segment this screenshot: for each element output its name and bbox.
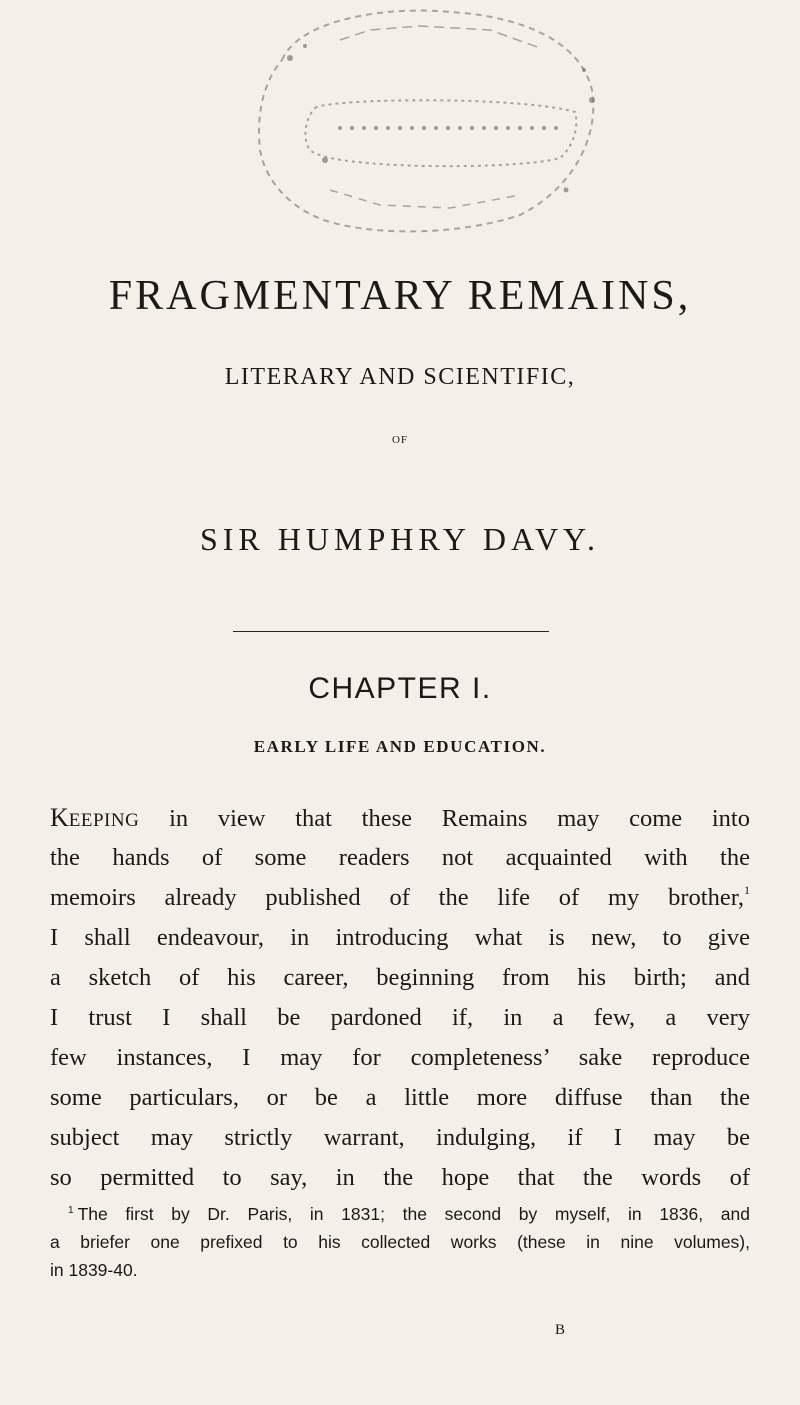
- paragraph-line: I trust I shall be pardoned if, in a few, a very: [50, 1004, 750, 1031]
- paragraph-line: so permitted to say, in the hope that the words of: [50, 1164, 750, 1191]
- book-subtitle: LITERARY AND SCIENTIFIC,: [224, 364, 576, 390]
- paragraph-line: [50, 878, 750, 918]
- chapter-subheading: EARLY LIFE AND EDUCATION.: [253, 737, 547, 756]
- library-stamp-icon: [220, 0, 620, 240]
- paragraph-line: a sketch of his career, beginning from his birth; and: [50, 964, 750, 991]
- footnote-marker: 1: [68, 1205, 74, 1216]
- footnote-line: [50, 1200, 750, 1228]
- paragraph-line: I shall endeavour, in introducing what is new, to give: [50, 924, 750, 951]
- footnote-line: in 1839-40.: [50, 1260, 138, 1280]
- footnote: [50, 1200, 750, 1284]
- small-caps-word: EEPING: [68, 810, 140, 831]
- footnote-text: The first by Dr. Paris, in 1831; the second by myself, in 1836, and: [77, 1204, 750, 1224]
- line-text: in view that these Remains may come into: [139, 805, 750, 832]
- of-word: OF: [391, 434, 409, 446]
- drop-initial: K: [50, 803, 69, 832]
- author-name: SIR HUMPHRY DAVY.: [199, 521, 601, 557]
- paragraph-line: some particulars, or be a little more diffuse than the: [50, 1084, 750, 1111]
- paragraph-line: [50, 798, 750, 838]
- chapter-heading: CHAPTER I.: [308, 672, 492, 705]
- body-paragraph: [50, 798, 750, 1198]
- paragraph-line: few instances, I may for completeness’ sake reproduce: [50, 1044, 750, 1071]
- section-divider: [233, 631, 549, 632]
- signature-mark: B: [555, 1322, 566, 1338]
- line-text: memoirs already published of the life of my brother,: [50, 884, 744, 911]
- paragraph-line: subject may strictly warrant, indulging, if I may be: [50, 1124, 750, 1151]
- paragraph-line: the hands of some readers not acquainted with the: [50, 844, 750, 871]
- footnote-reference: 1: [744, 883, 750, 897]
- footnote-line: a briefer one prefixed to his collected works (these in nine volumes),: [50, 1232, 750, 1252]
- book-title: FRAGMENTARY REMAINS,: [108, 273, 692, 319]
